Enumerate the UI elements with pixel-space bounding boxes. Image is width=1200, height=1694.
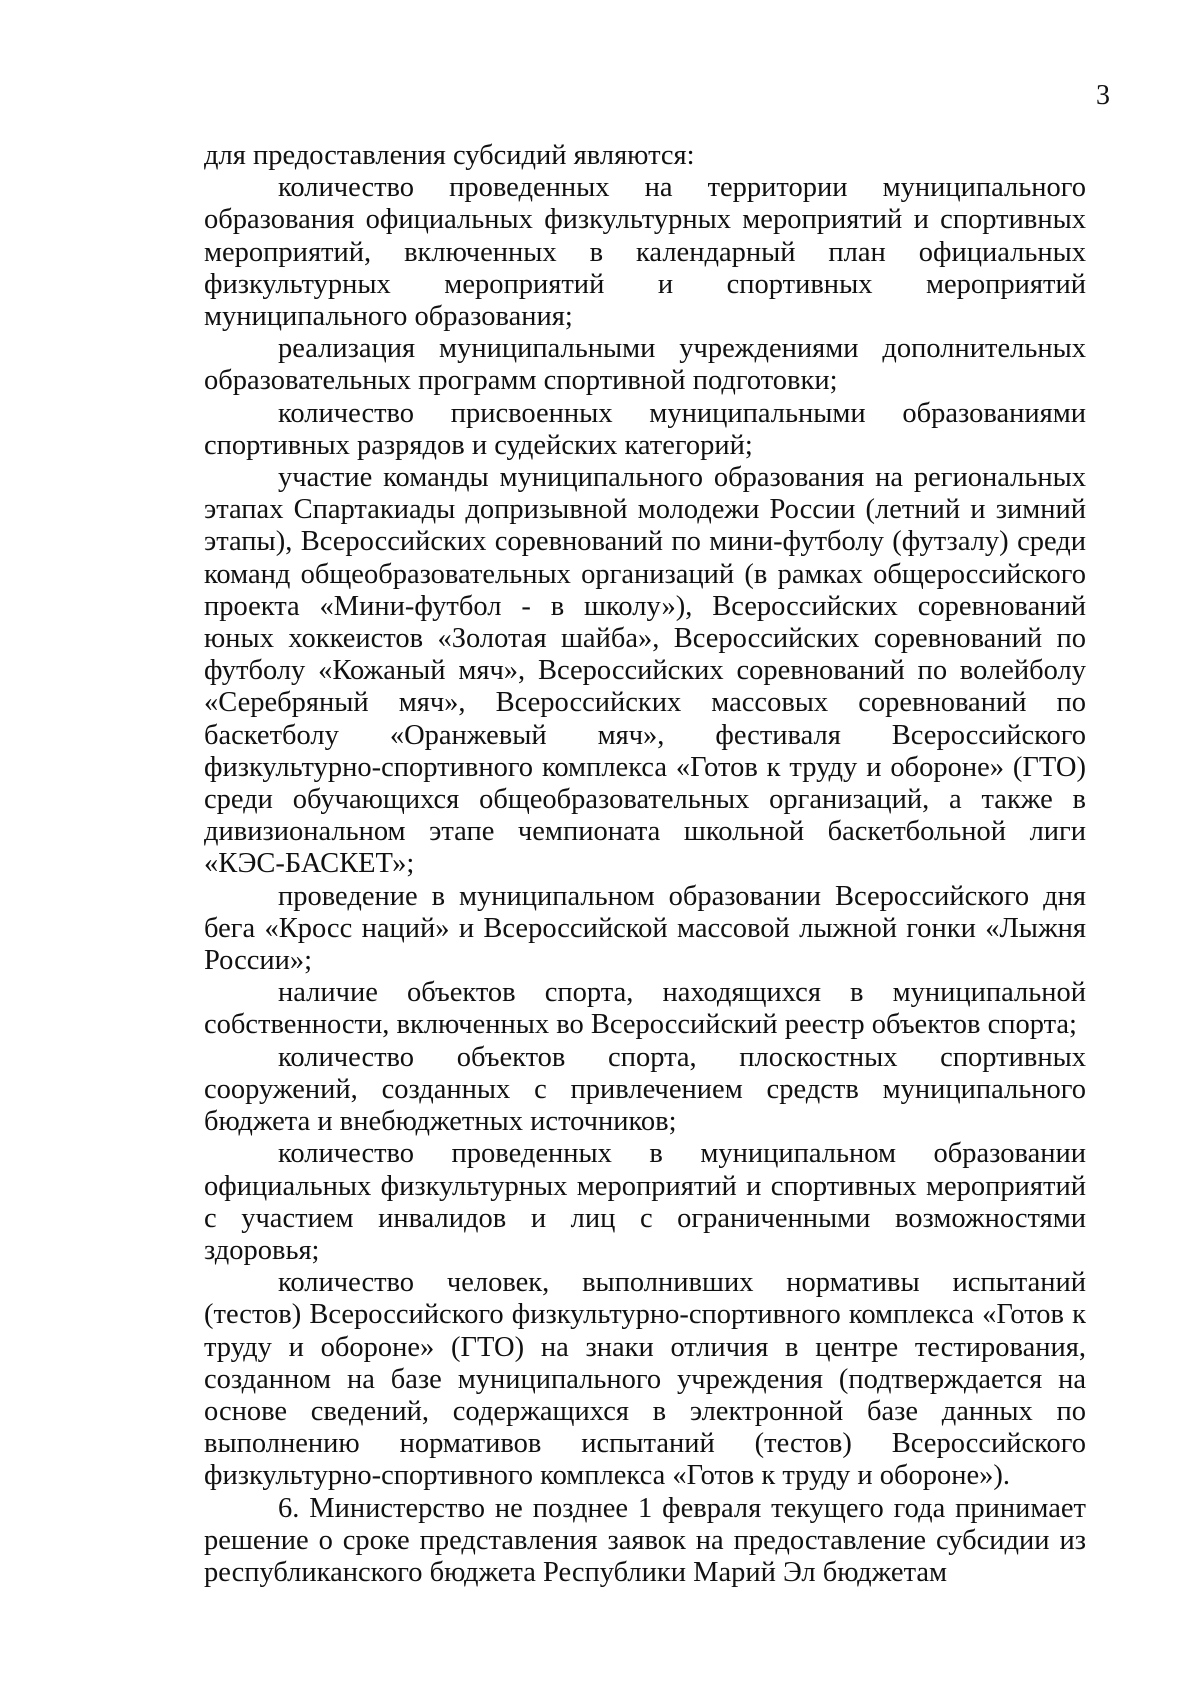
paragraph-criterion-competitions: участие команды муниципального образования на региональных этапах Спартакиады допризывной молодежи России (летний и зимний этапы), Всероссийских соревнований по мини-футболу (футзалу) среди команд общеобразовательных организаций (в рамках общероссийского проекта «Мини-футбол - в школу»), Всероссийских соревнований юных хоккеистов «Золотая шайба», Всероссийских соревнований по футболу «Кожаный мяч», Всероссийских соревнований по волейболу «Серебряный мяч», Всероссийских массовых соревнований по баскетболу «Оранжевый мяч», фестиваля Всероссийского физкультурно-спортивного комплекса «Готов к труду и обороне» (ГТО) среди обучающихся общеобразовательных организаций, а также в дивизиональном этапе чемпионата школьной баскетбольной лиги «КЭС-БАСКЕТ»;: [204, 462, 1086, 880]
paragraph-criterion-ranks: количество присвоенных муниципальными образованиями спортивных разрядов и судейских категорий;: [204, 397, 1086, 461]
paragraph-criterion-disabled: количество проведенных в муниципальном образовании официальных физкультурных мероприятий и спортивных мероприятий с участием инвалидов и лиц с ограниченными возможностями здоровья;: [204, 1138, 1086, 1266]
paragraph-criterion-gto: количество человек, выполнивших нормативы испытаний (тестов) Всероссийского физкультурно-спортивного комплекса «Готов к труду и обороне» (ГТО) на знаки отличия в центре тестирования, созданном на базе муниципального учреждения (подтверждается на основе сведений, содержащихся в электронной базе данных по выполнению нормативов испытаний (тестов) Всероссийского физкультурно-спортивного комплекса «Готов к труду и обороне»).: [204, 1267, 1086, 1492]
document-body: [204, 140, 1086, 1589]
paragraph-item-6: 6. Министерство не позднее 1 февраля текущего года принимает решение о сроке представления заявок на предоставление субсидии из республиканского бюджета Республики Марий Эл бюджетам: [204, 1492, 1086, 1588]
paragraph-criterion-facilities: количество объектов спорта, плоскостных спортивных сооружений, созданных с привлечением средств муниципального бюджета и внебюджетных источников;: [204, 1041, 1086, 1138]
paragraph-criterion-programs: реализация муниципальными учреждениями дополнительных образовательных программ спортивной подготовки;: [204, 333, 1086, 397]
paragraph-criterion-registry: наличие объектов спорта, находящихся в муниципальной собственности, включенных во Всероссийский реестр объектов спорта;: [204, 977, 1086, 1041]
paragraph-continuation: для предоставления субсидий являются:: [204, 140, 695, 171]
page-number: 3: [1096, 80, 1110, 111]
paragraph-criterion-cross-ski: проведение в муниципальном образовании Всероссийского дня бега «Кросс наций» и Всероссийской массовой лыжной гонки «Лыжня России»;: [204, 880, 1086, 977]
paragraph-criterion-events: количество проведенных на территории муниципального образования официальных физкультурных мероприятий и спортивных мероприятий, включенных в календарный план официальных физкультурных мероприятий и спортивных мероприятий муниципального образования;: [204, 172, 1086, 333]
